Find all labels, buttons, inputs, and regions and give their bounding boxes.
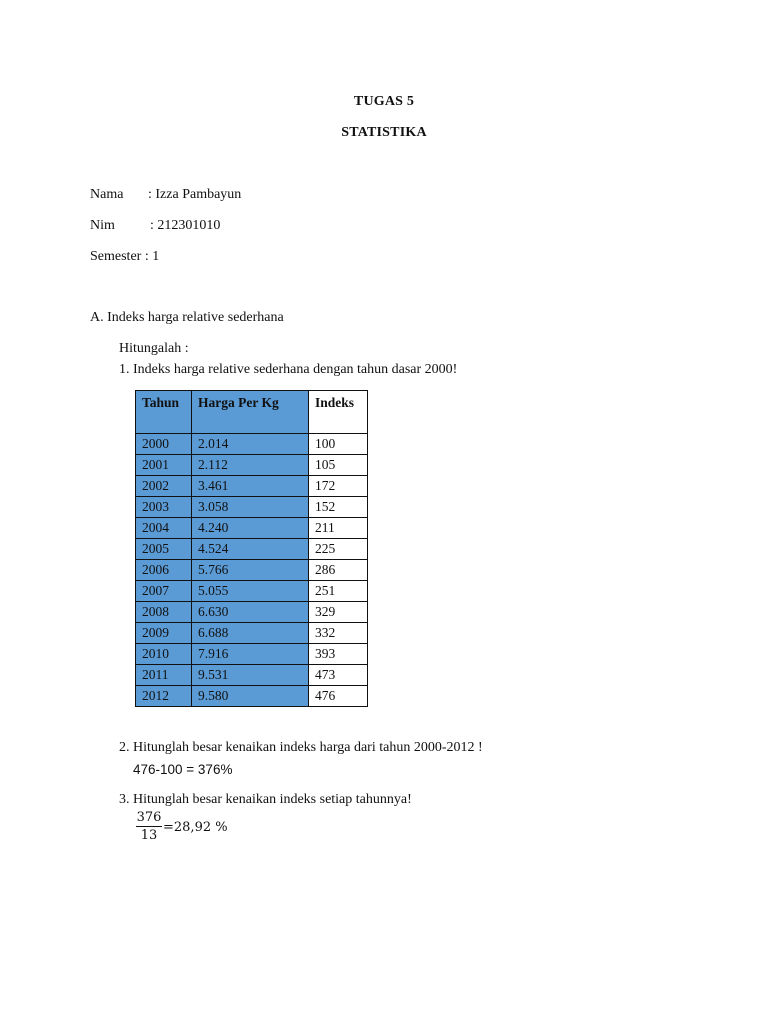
table-body bbox=[136, 434, 368, 707]
cell-harga: 9.580 bbox=[192, 686, 309, 707]
cell-tahun: 2005 bbox=[136, 539, 192, 560]
table-header-row bbox=[136, 391, 368, 434]
cell-harga: 3.461 bbox=[192, 476, 309, 497]
cell-indeks: 329 bbox=[309, 602, 368, 623]
question-3: 3. Hitunglah besar kenaikan indeks setiap tahunnya! bbox=[119, 792, 412, 807]
cell-harga: 6.630 bbox=[192, 602, 309, 623]
fraction-denominator: 13 bbox=[140, 828, 158, 843]
table-row bbox=[136, 497, 368, 518]
cell-tahun: 2006 bbox=[136, 560, 192, 581]
cell-harga: 4.524 bbox=[192, 539, 309, 560]
header-harga: Harga Per Kg bbox=[192, 391, 309, 434]
cell-indeks: 476 bbox=[309, 686, 368, 707]
cell-indeks: 251 bbox=[309, 581, 368, 602]
cell-indeks: 225 bbox=[309, 539, 368, 560]
cell-indeks: 100 bbox=[309, 434, 368, 455]
answer-3-result: =28,92 % bbox=[163, 820, 228, 835]
cell-tahun: 2003 bbox=[136, 497, 192, 518]
cell-harga: 4.240 bbox=[192, 518, 309, 539]
header-indeks: Indeks bbox=[309, 391, 368, 434]
cell-tahun: 2001 bbox=[136, 455, 192, 476]
cell-indeks: 473 bbox=[309, 665, 368, 686]
cell-tahun: 2002 bbox=[136, 476, 192, 497]
nim-value: : 212301010 bbox=[150, 218, 221, 233]
cell-harga: 7.916 bbox=[192, 644, 309, 665]
cell-tahun: 2004 bbox=[136, 518, 192, 539]
cell-tahun: 2010 bbox=[136, 644, 192, 665]
document-title: TUGAS 5 bbox=[353, 94, 415, 109]
nama-label: Nama bbox=[90, 187, 124, 202]
cell-tahun: 2012 bbox=[136, 686, 192, 707]
cell-tahun: 2007 bbox=[136, 581, 192, 602]
cell-tahun: 2000 bbox=[136, 434, 192, 455]
cell-harga: 6.688 bbox=[192, 623, 309, 644]
nim-label: Nim bbox=[90, 218, 115, 233]
info-semester bbox=[90, 249, 159, 265]
question-2: 2. Hitunglah besar kenaikan indeks harga dari tahun 2000-2012 ! bbox=[119, 740, 483, 755]
cell-indeks: 393 bbox=[309, 644, 368, 665]
header-tahun: Tahun bbox=[136, 391, 192, 434]
cell-indeks: 332 bbox=[309, 623, 368, 644]
semester-label: Semester : 1 bbox=[90, 249, 160, 264]
cell-indeks: 286 bbox=[309, 560, 368, 581]
answer-3-fraction bbox=[136, 810, 162, 843]
table-row bbox=[136, 434, 368, 455]
cell-tahun: 2009 bbox=[136, 623, 192, 644]
table-row bbox=[136, 644, 368, 665]
cell-harga: 5.055 bbox=[192, 581, 309, 602]
cell-indeks: 211 bbox=[309, 518, 368, 539]
info-nama bbox=[90, 187, 242, 203]
answer-2: 476-100 = 376% bbox=[133, 762, 233, 777]
question-1: 1. Indeks harga relative sederhana dengan tahun dasar 2000! bbox=[119, 362, 458, 377]
cell-indeks: 105 bbox=[309, 455, 368, 476]
table-row bbox=[136, 518, 368, 539]
cell-tahun: 2011 bbox=[136, 665, 192, 686]
nama-value: : Izza Pambayun bbox=[148, 187, 242, 202]
section-a-heading: A. Indeks harga relative sederhana bbox=[90, 310, 284, 325]
table-row bbox=[136, 686, 368, 707]
fraction-numerator: 376 bbox=[136, 810, 162, 825]
cell-harga: 2.112 bbox=[192, 455, 309, 476]
fraction-bar bbox=[136, 826, 162, 827]
cell-tahun: 2008 bbox=[136, 602, 192, 623]
table-row bbox=[136, 623, 368, 644]
cell-harga: 3.058 bbox=[192, 497, 309, 518]
cell-indeks: 152 bbox=[309, 497, 368, 518]
cell-harga: 5.766 bbox=[192, 560, 309, 581]
table-row bbox=[136, 602, 368, 623]
section-a-intro: Hitungalah : bbox=[119, 341, 189, 356]
table-row bbox=[136, 476, 368, 497]
document-subtitle: STATISTIKA bbox=[341, 125, 427, 140]
cell-harga: 2.014 bbox=[192, 434, 309, 455]
index-table bbox=[135, 390, 368, 707]
table-row bbox=[136, 581, 368, 602]
table-row bbox=[136, 665, 368, 686]
info-nim bbox=[90, 218, 221, 234]
table-row bbox=[136, 560, 368, 581]
table-row bbox=[136, 539, 368, 560]
table-row bbox=[136, 455, 368, 476]
cell-indeks: 172 bbox=[309, 476, 368, 497]
cell-harga: 9.531 bbox=[192, 665, 309, 686]
